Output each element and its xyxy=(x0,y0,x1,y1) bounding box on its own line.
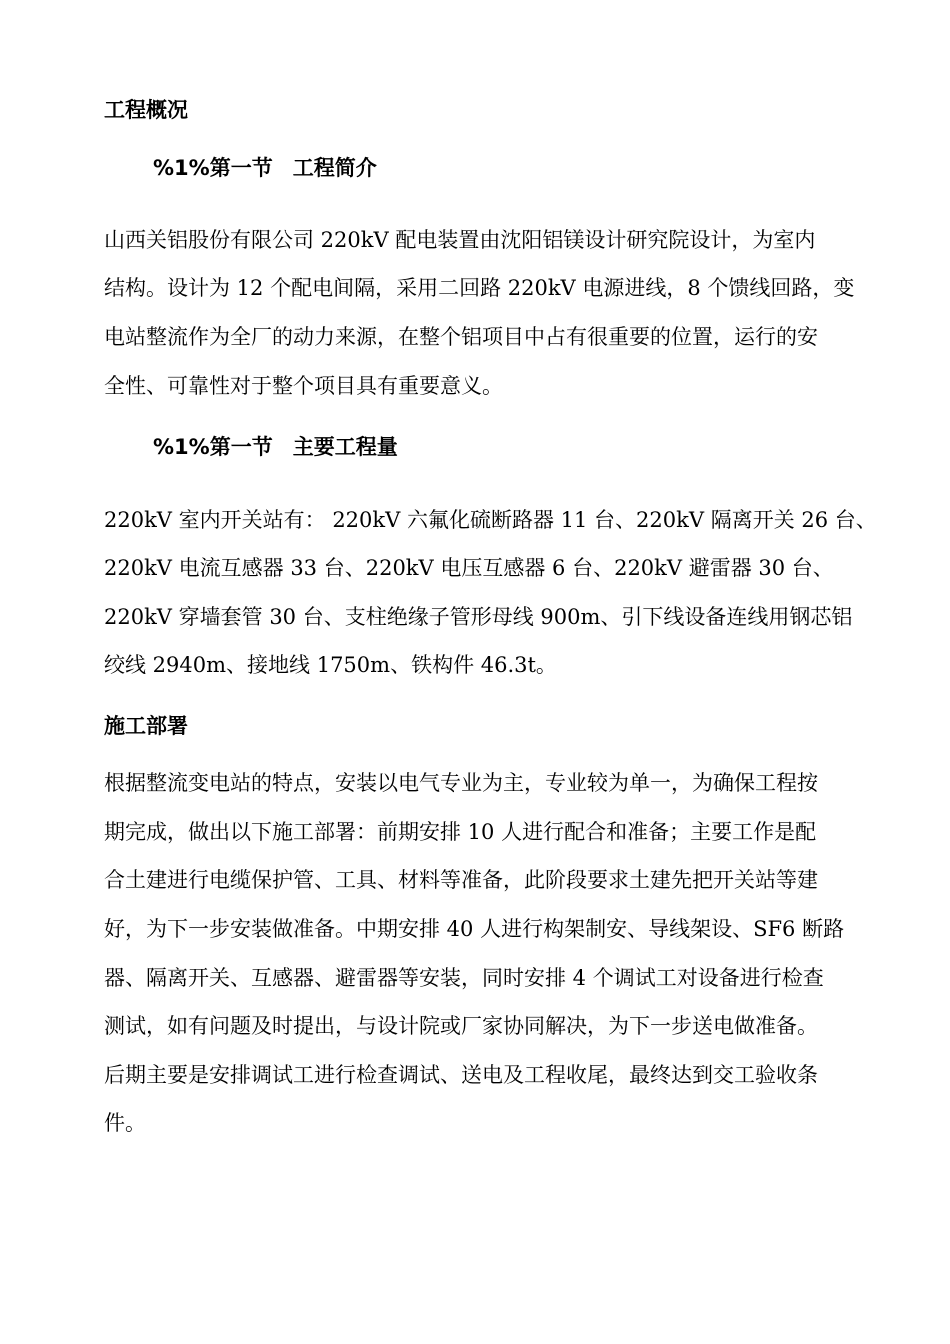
deployment-paragraph-line: 后期主要是安排调试工进行检查调试、送电及工程收尾，最终达到交工验收条 xyxy=(104,1063,818,1087)
deployment-paragraph-line: 器、隔离开关、互感器、避雷器等安装，同时安排 4 个调试工对设备进行检查 xyxy=(104,966,824,990)
section-heading-main-quantities xyxy=(153,432,398,462)
quantities-paragraph-line: 220kV 室内开关站有： 220kV 六氟化硫断路器 11 台、220kV 隔离开关 26 台、 xyxy=(104,508,877,532)
section-title: 工程简介 xyxy=(292,156,377,180)
deployment-paragraph-line: 期完成，做出以下施工部署：前期安排 10 人进行配合和准备；主要工作是配 xyxy=(104,820,817,844)
section-heading-project-intro xyxy=(153,153,377,183)
deployment-paragraph-line: 根据整流变电站的特点，安装以电气专业为主，专业较为单一，为确保工程按 xyxy=(104,771,818,795)
intro-paragraph-line: 电站整流作为全厂的动力来源，在整个铝项目中占有很重要的位置，运行的安 xyxy=(104,325,818,349)
quantities-paragraph-line: 220kV 穿墙套管 30 台、支柱绝缘子管形母线 900m、引下线设备连线用钢芯铝 xyxy=(104,605,853,629)
intro-paragraph-line: 全性、可靠性对于整个项目具有重要意义。 xyxy=(104,374,503,398)
section-number: %1%第一节 xyxy=(153,156,273,180)
section-title: 主要工程量 xyxy=(292,435,398,459)
intro-paragraph-line: 山西关铝股份有限公司 220kV 配电装置由沈阳铝镁设计研究院设计，为室内 xyxy=(104,228,816,252)
section-number: %1%第一节 xyxy=(153,435,273,459)
intro-paragraph-line: 结构。设计为 12 个配电间隔，采用二回路 220kV 电源进线，8 个馈线回路，变 xyxy=(104,276,855,300)
quantities-paragraph-line: 绞线 2940m、接地线 1750m、铁构件 46.3t。 xyxy=(104,653,557,677)
deployment-paragraph-line: 合土建进行电缆保护管、工具、材料等准备，此阶段要求土建先把开关站等建 xyxy=(104,868,818,892)
deployment-paragraph-line: 测试，如有问题及时提出，与设计院或厂家协同解决，为下一步送电做准备。 xyxy=(104,1014,818,1038)
deployment-paragraph-line: 好，为下一步安装做准备。中期安排 40 人进行构架制安、导线架设、SF6 断路 xyxy=(104,917,845,941)
deployment-paragraph-line: 件。 xyxy=(104,1111,146,1135)
heading-project-overview: 工程概况 xyxy=(104,98,188,122)
quantities-paragraph-line: 220kV 电流互感器 33 台、220kV 电压互感器 6 台、220kV 避雷器 30 台、 xyxy=(104,556,834,580)
heading-construction-deployment: 施工部署 xyxy=(104,714,188,738)
